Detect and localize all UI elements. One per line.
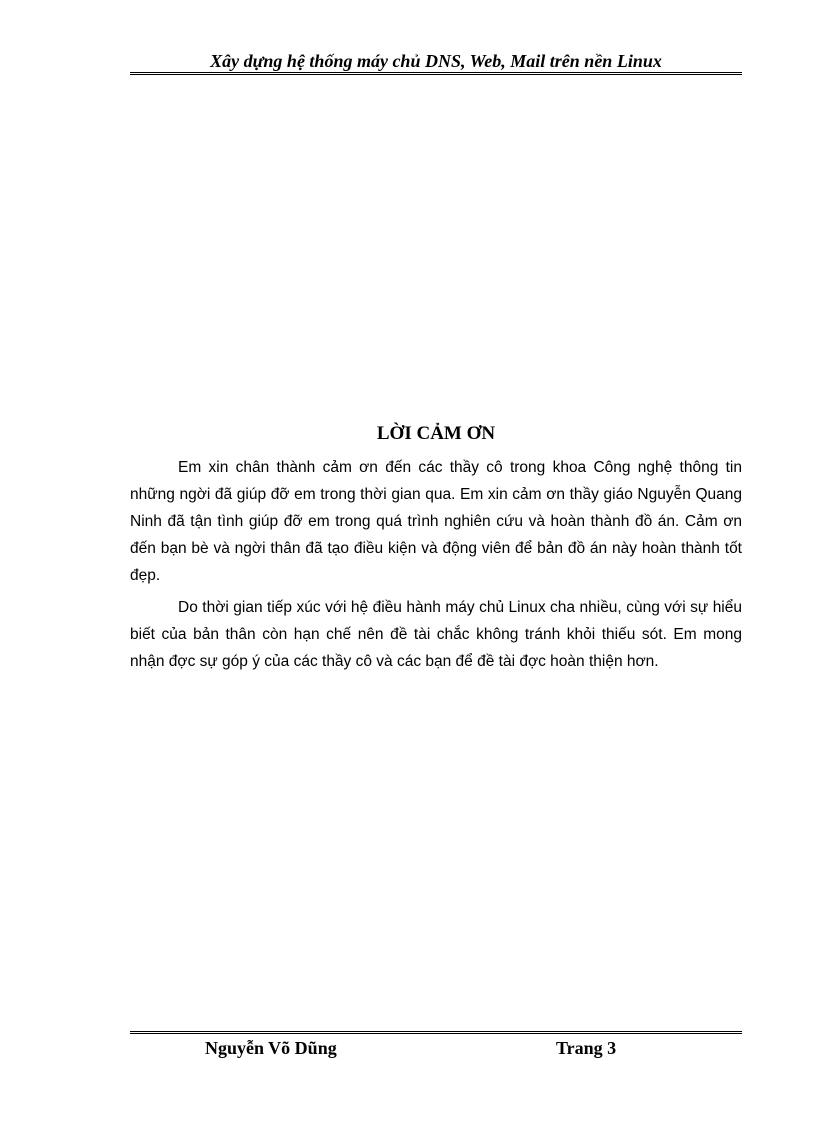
paragraph: Do thời gian tiếp xúc với hệ điều hành máy chủ Linux cha nhiều, cùng với sự hiểu biết của bản thân còn hạn chế nên đề tài chắc không tránh khỏi thiếu sót. Em mong nhận đợc sự góp ý của các thầy cô và các bạn để đề tài đợc hoàn thiện hơn. (130, 599, 742, 670)
footer-page-number: Trang 3 (556, 1038, 617, 1058)
body-text (130, 454, 742, 680)
paragraph: Em xin chân thành cảm ơn đến các thầy cô trong khoa Công nghệ thông tin những ngời đã giúp đỡ em trong thời gian qua. Em xin cảm ơn thầy giáo Nguyễn Quang Ninh đã tận tình giúp đỡ em trong quá trình nghiên cứu và hoàn thành đồ án. Cảm ơn đến bạn bè và ngời thân đã tạo điều kiện và động viên để bản đồ án này hoàn thành tốt đẹp. (130, 459, 742, 584)
page-header-title: Xây dựng hệ thống máy chủ DNS, Web, Mail trên nền Linux (210, 51, 662, 71)
header-divider (130, 72, 742, 80)
page-footer (130, 1036, 742, 1060)
footer-author: Nguyễn Võ Dũng (205, 1038, 337, 1058)
section-title: LỜI CẢM ƠN (376, 423, 496, 444)
